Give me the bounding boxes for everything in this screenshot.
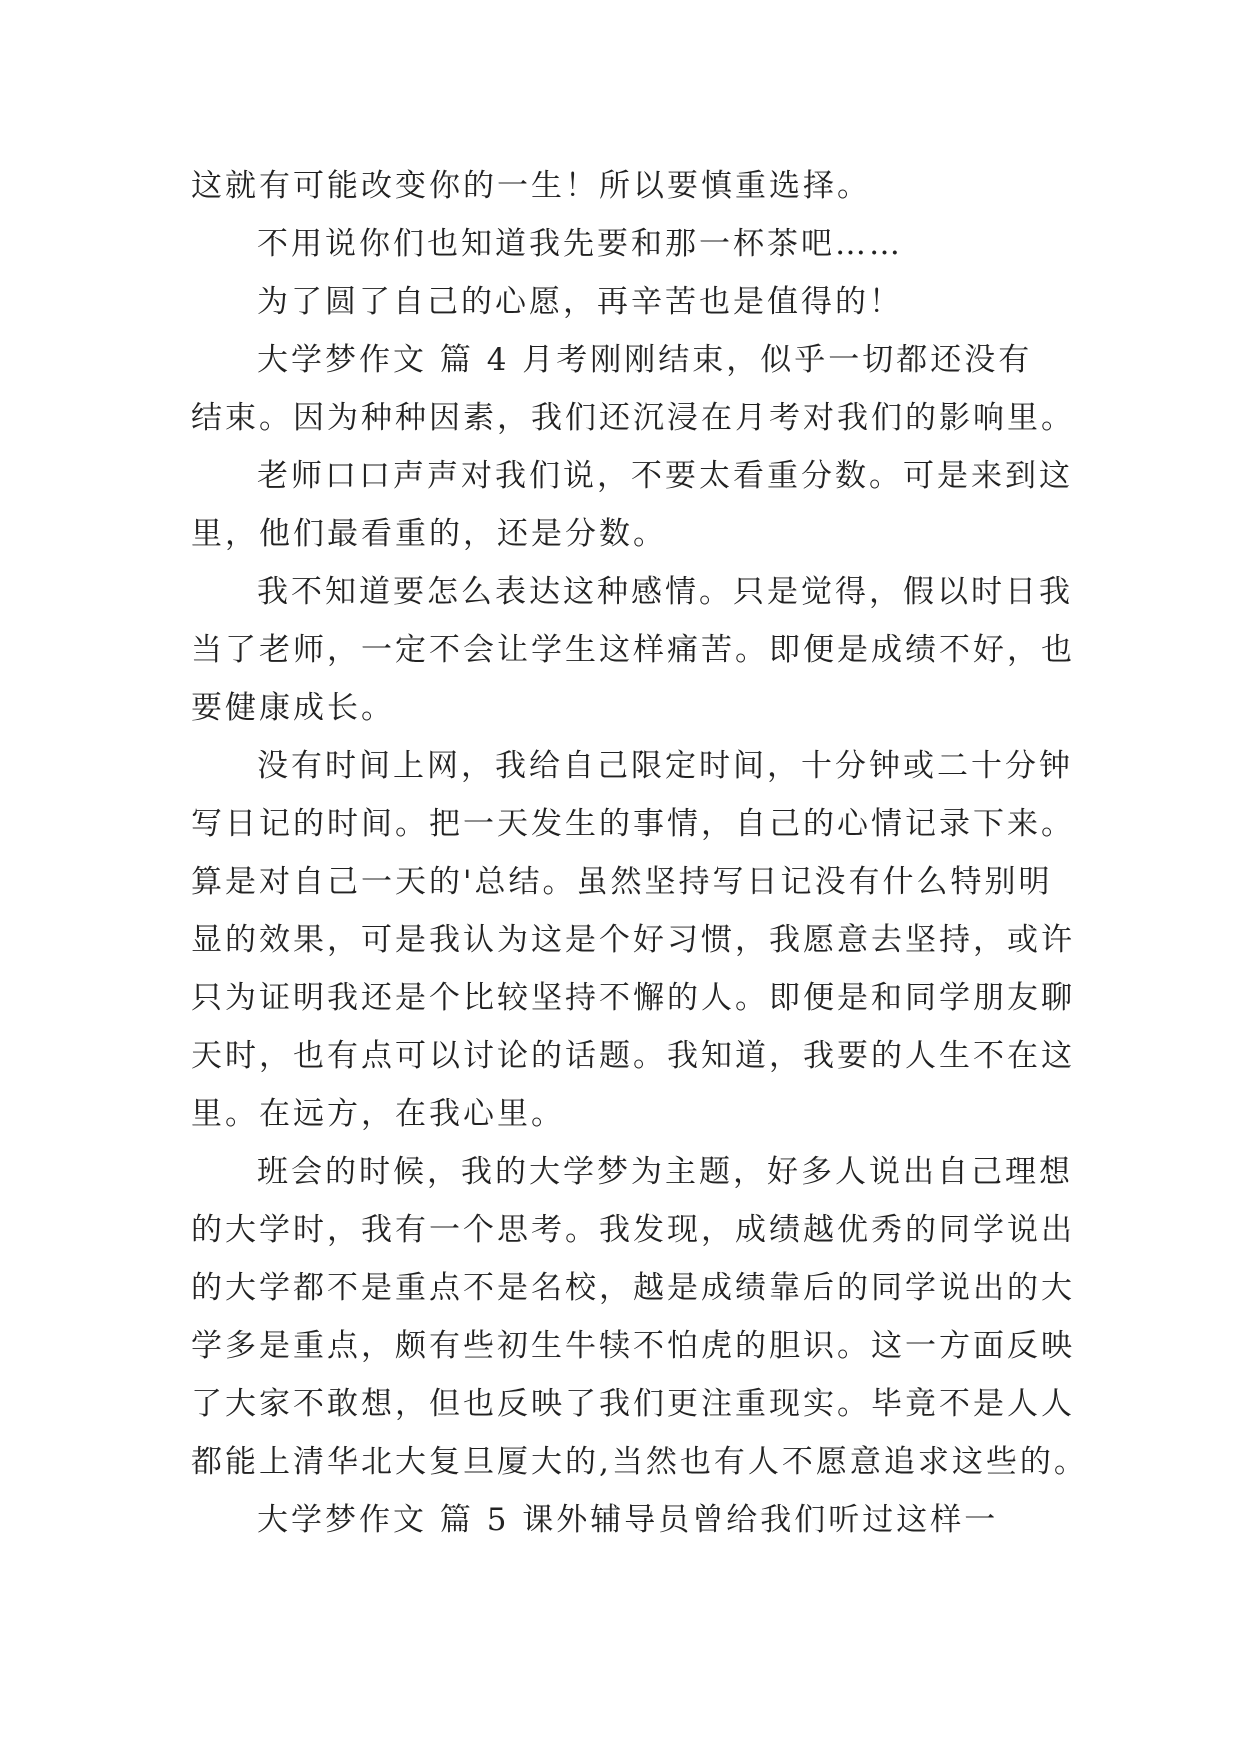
text-line: 没有时间上网，我给自己限定时间，十分钟或二十分钟	[257, 748, 1073, 784]
text-line: 我不知道要怎么表达这种感情。只是觉得，假以时日我	[257, 574, 1073, 610]
text-line: 里，他们最看重的，还是分数。	[191, 516, 667, 552]
text-line: 天时，也有点可以讨论的话题。我知道，我要的人生不在这	[191, 1038, 1075, 1074]
text-line: 这就有可能改变你的一生！所以要慎重选择。	[191, 168, 871, 204]
text-line: 只为证明我还是个比较坚持不懈的人。即便是和同学朋友聊	[191, 980, 1075, 1016]
text-line: 要健康成长。	[191, 690, 395, 726]
text-line: 了大家不敢想，但也反映了我们更注重现实。毕竟不是人人	[191, 1386, 1075, 1422]
document-body	[191, 157, 1088, 1549]
text-line: 班会的时候，我的大学梦为主题，好多人说出自己理想	[257, 1154, 1073, 1190]
text-line: 结束。因为种种因素，我们还沉浸在月考对我们的影响里。	[191, 400, 1075, 436]
text-line: 的大学时，我有一个思考。我发现，成绩越优秀的同学说出	[191, 1212, 1075, 1248]
text-line: 学多是重点，颇有些初生牛犊不怕虎的胆识。这一方面反映	[191, 1328, 1075, 1364]
text-line: 显的效果，可是我认为这是个好习惯，我愿意去坚持，或许	[191, 922, 1075, 958]
section-heading-line: 大学梦作文 篇 5 课外辅导员曾给我们听过这样一	[257, 1502, 999, 1538]
text-line: 里。在远方，在我心里。	[191, 1096, 565, 1132]
text-line: 当了老师，一定不会让学生这样痛苦。即便是成绩不好，也	[191, 632, 1075, 668]
text-line: 老师口口声声对我们说，不要太看重分数。可是来到这	[257, 458, 1073, 494]
section-heading-line: 大学梦作文 篇 4 月考刚刚结束，似乎一切都还没有	[257, 342, 1033, 378]
text-line: 的大学都不是重点不是名校，越是成绩靠后的同学说出的大	[191, 1270, 1075, 1306]
text-line: 不用说你们也知道我先要和那一杯茶吧……	[257, 226, 903, 262]
text-line: 算是对自己一天的'总结。虽然坚持写日记没有什么特别明	[191, 864, 1053, 900]
text-line: 都能上清华北大复旦厦大的,当然也有人不愿意追求这些的。	[191, 1444, 1088, 1480]
text-line: 写日记的时间。把一天发生的事情，自己的心情记录下来。	[191, 806, 1075, 842]
text-line: 为了圆了自己的心愿，再辛苦也是值得的！	[257, 284, 903, 320]
